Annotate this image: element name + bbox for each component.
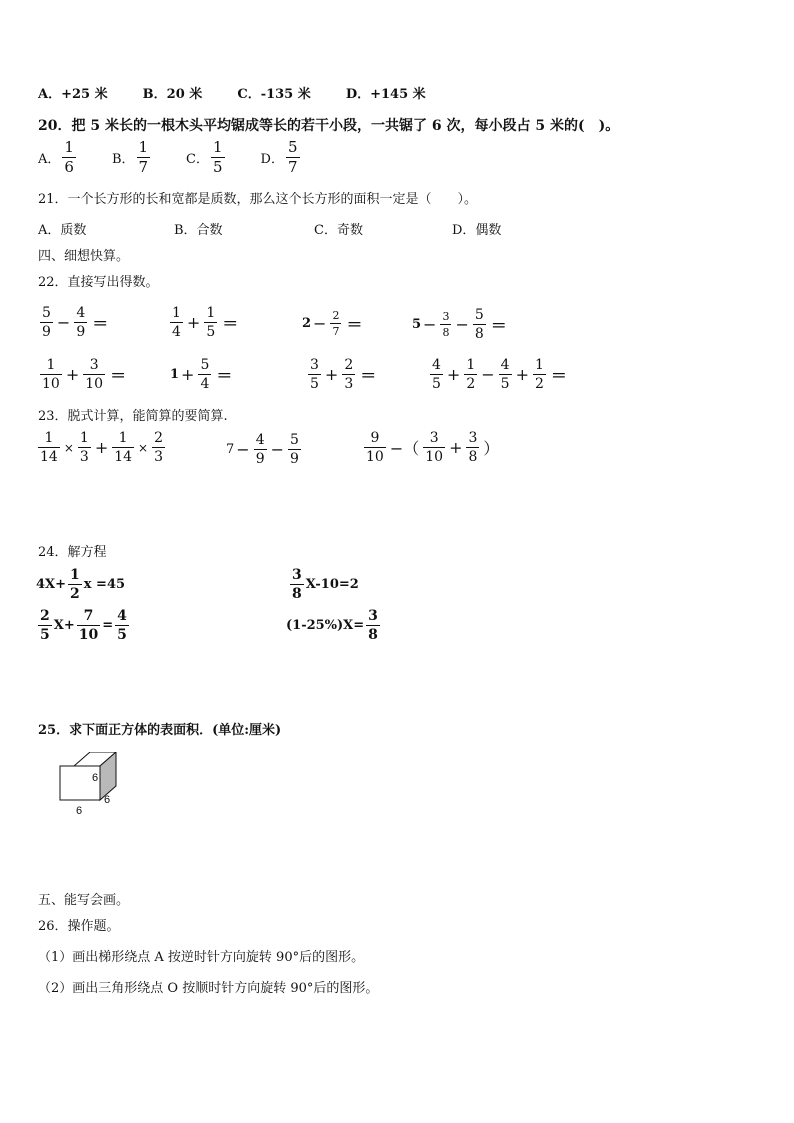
q20-option-d-fraction: $\frac{5}{7}$ <box>287 138 298 176</box>
fraction: $\frac{2}{5}$ <box>40 608 50 643</box>
q26-stem: 26．操作题。 <box>38 919 120 934</box>
fraction: $\frac{1}{2}$ <box>534 357 544 392</box>
q22-expr-1: $\frac{5}{9}$ − $\frac{4}{9}$ ＝ <box>42 305 109 340</box>
q22-expr-7: $\frac{3}{5}$ + $\frac{2}{3}$ ＝ <box>310 357 377 392</box>
fraction: $\frac{3}{10}$ <box>425 430 444 465</box>
q24-equation-2: $\frac{3}{8}$ X-10=2 <box>292 567 359 602</box>
q19-option-b: B．20 米 <box>142 87 203 102</box>
q20-option-d <box>261 140 302 175</box>
q21-option-b: B．合数 <box>174 223 223 238</box>
q24-equation-3: $\frac{2}{5}$ X+ $\frac{7}{10}$ = $\frac{4}{5}$ <box>40 608 127 643</box>
q20-option-a-fraction: $\frac{1}{6}$ <box>64 138 74 176</box>
q20-option-a-label: A． <box>38 152 61 167</box>
q22-expr-8: $\frac{4}{5}$ + $\frac{1}{2}$ − $\frac{4}{5}$ + $\frac{1}{2}$ ＝ <box>432 357 567 392</box>
q20-option-a <box>38 140 78 175</box>
fraction: $\frac{1}{14}$ <box>114 430 133 465</box>
fraction: $\frac{7}{10}$ <box>78 608 99 643</box>
fraction: $\frac{3}{10}$ <box>85 357 104 392</box>
fraction: $\frac{4}{5}$ <box>117 608 127 643</box>
cube-figure <box>54 752 124 822</box>
q23-stem: 23．脱式计算，能简算的要简算. <box>38 409 228 424</box>
q20-option-c-label: C． <box>186 152 209 167</box>
fraction: $\frac{2}{7}$ <box>332 309 340 338</box>
fraction: $\frac{5}{9}$ <box>42 305 51 340</box>
fraction: $\frac{3}{8}$ <box>292 567 302 602</box>
fraction: $\frac{3}{8}$ <box>468 430 478 465</box>
fraction: $\frac{2}{3}$ <box>154 430 164 465</box>
q19-options <box>38 83 426 102</box>
q21-option-d: D．偶数 <box>452 223 502 238</box>
q19-option-d: D．+145 米 <box>345 87 426 102</box>
q21-option-a: A．质数 <box>38 223 87 238</box>
q23-expr-1: $\frac{1}{14}$ × $\frac{1}{3}$ + $\frac{1}{14}$ × $\frac{2}{3}$ <box>40 430 164 465</box>
q19-option-a: A．+25 米 <box>38 87 108 102</box>
q20-option-c <box>186 140 227 175</box>
q22-stem: 22．直接写出得数。 <box>38 275 159 290</box>
fraction: $\frac{2}{3}$ <box>344 357 354 392</box>
fraction: $\frac{1}{4}$ <box>172 305 181 340</box>
fraction: $\frac{5}{4}$ <box>200 357 210 392</box>
fraction: $\frac{3}{8}$ <box>368 608 378 643</box>
fraction: $\frac{1}{2}$ <box>70 567 80 602</box>
q23-expr-3: $\frac{9}{10}$ −（ $\frac{3}{10}$ + $\frac{3}{8}$ ） <box>366 430 500 465</box>
fraction: $\frac{1}{3}$ <box>79 430 89 465</box>
q22-expr-2: $\frac{1}{4}$ + $\frac{1}{5}$ ＝ <box>172 305 239 340</box>
q20-option-d-label: D． <box>260 152 284 167</box>
fraction: $\frac{5}{9}$ <box>290 432 299 467</box>
fraction: $\frac{4}{9}$ <box>76 305 86 340</box>
q24-stem: 24．解方程 <box>38 545 107 560</box>
q21-stem: 21．一个长方形的长和宽都是质数，那么这个长方形的面积一定是（ ）。 <box>38 192 478 207</box>
q20-option-b-label: B． <box>111 152 135 167</box>
fraction: $\frac{1}{10}$ <box>42 357 60 392</box>
fraction: $\frac{4}{5}$ <box>432 357 441 392</box>
fraction: $\frac{4}{9}$ <box>255 432 265 467</box>
fraction: $\frac{1}{5}$ <box>206 305 216 340</box>
section-5-heading: 五、能写会画。 <box>38 893 130 908</box>
cube-edge-label-side: 6 <box>104 794 111 806</box>
q25-stem: 25．求下面正方体的表面积．(单位:厘米) <box>38 723 282 738</box>
section-4-heading: 四、细想快算。 <box>38 249 130 264</box>
fraction: $\frac{4}{5}$ <box>500 357 510 392</box>
fraction: $\frac{3}{5}$ <box>310 357 319 392</box>
cube-edge-label-bottom: 6 <box>76 805 83 817</box>
fraction: $\frac{9}{10}$ <box>366 430 384 465</box>
q22-expr-5: $\frac{1}{10}$ + $\frac{3}{10}$ ＝ <box>42 357 127 392</box>
q20-option-c-fraction: $\frac{1}{5}$ <box>213 138 223 176</box>
q20-option-b <box>112 140 152 175</box>
q22-expr-6: 1 + $\frac{5}{4}$ ＝ <box>170 357 233 392</box>
q26-part-1: （1）画出梯形绕点 A 按逆时针方向旋转 90°后的图形。 <box>38 950 365 965</box>
fraction: $\frac{3}{8}$ <box>442 310 450 339</box>
q20-stem: 20．把 5 米长的一根木头平均锯成等长的若干小段，一共锯了 6 次，每小段占 5 米的( )。 <box>38 118 620 134</box>
q22-expr-3: 2 − $\frac{2}{7}$ ＝ <box>302 309 363 338</box>
q21-option-c: C．奇数 <box>314 223 363 238</box>
cube-drawing <box>54 752 124 822</box>
q22-expr-4: 5 − $\frac{3}{8}$ − $\frac{5}{8}$ ＝ <box>412 307 507 342</box>
cube-edge-label-front: 6 <box>92 772 99 784</box>
q24-equation-4: (1-25%)X= $\frac{3}{8}$ <box>286 608 378 643</box>
q20-options <box>38 140 302 175</box>
q24-equation-1: 4X+ $\frac{1}{2}$ x =45 <box>36 567 126 602</box>
q26-part-2: （2）画出三角形绕点 O 按顺时针方向旋转 90°后的图形。 <box>38 981 379 996</box>
fraction: $\frac{1}{2}$ <box>466 357 476 392</box>
q23-expr-2: 7 − $\frac{4}{9}$ − $\frac{5}{9}$ <box>226 432 299 467</box>
q19-option-c: C．-135 米 <box>237 87 311 102</box>
fraction: $\frac{5}{8}$ <box>474 307 484 342</box>
q20-option-b-fraction: $\frac{1}{7}$ <box>138 138 149 176</box>
fraction: $\frac{1}{14}$ <box>40 430 58 465</box>
